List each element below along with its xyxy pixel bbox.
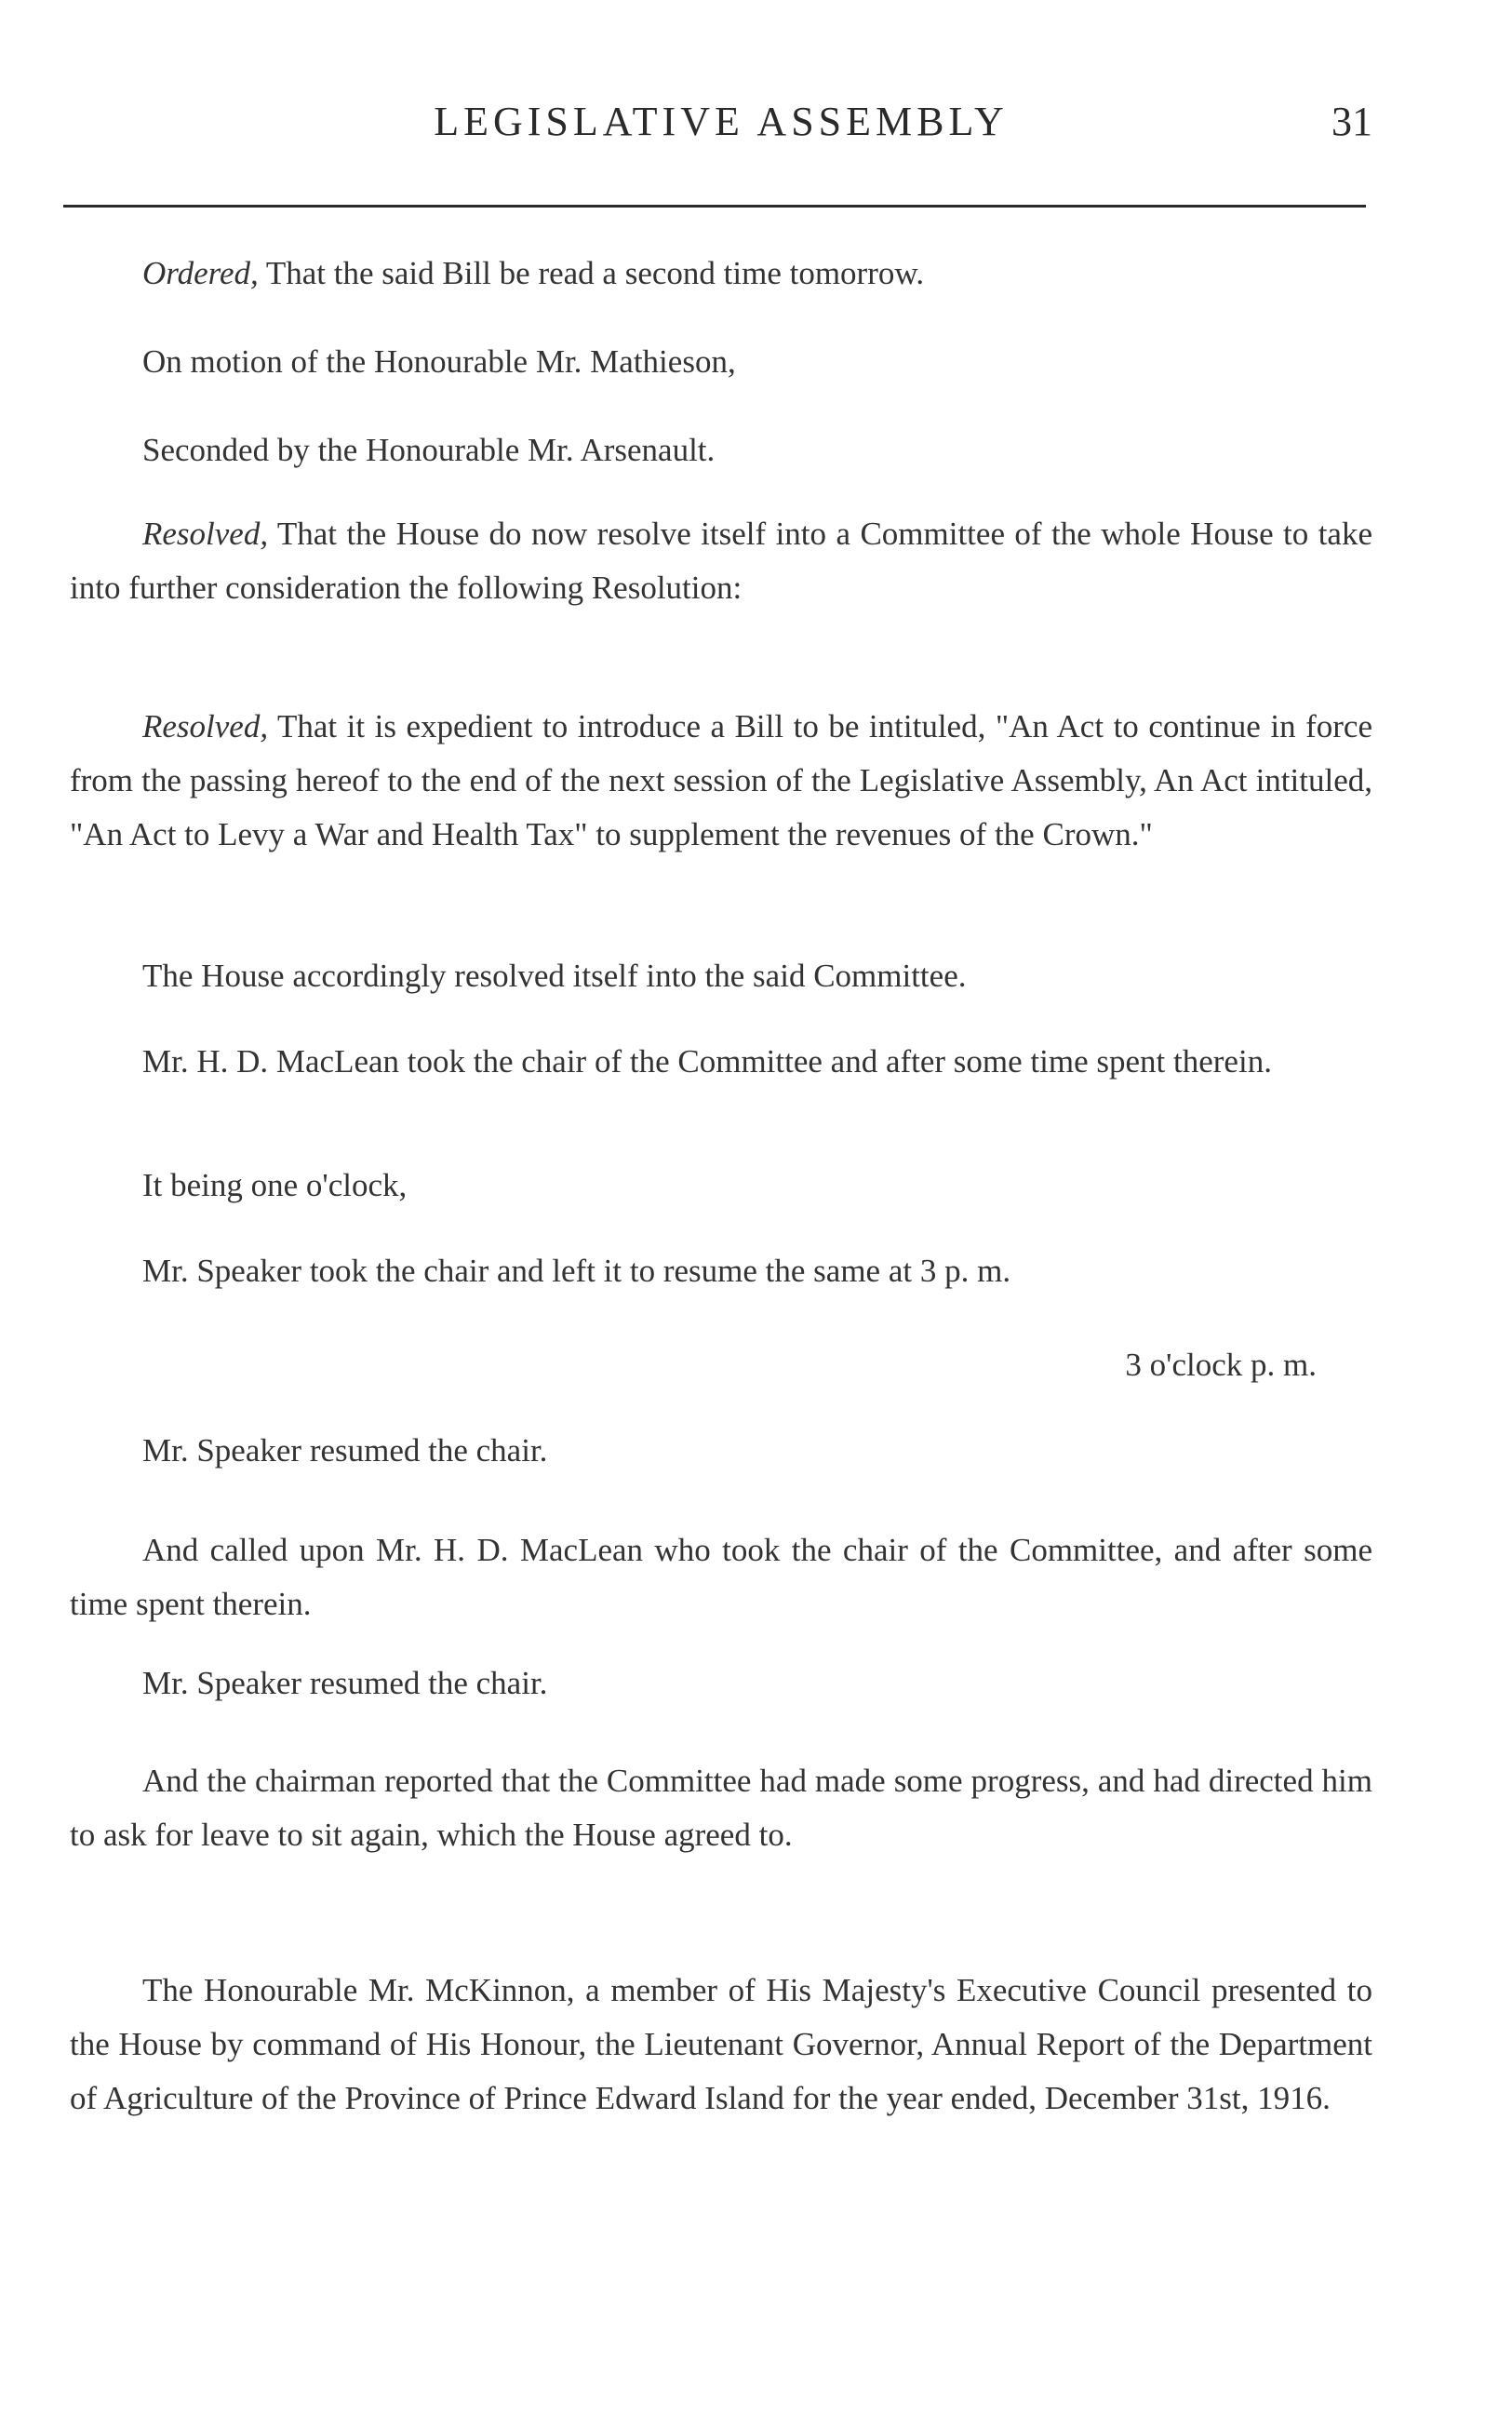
running-title: LEGISLATIVE ASSEMBLY xyxy=(434,99,1009,144)
paragraph-lead: Resolved, xyxy=(142,516,269,552)
paragraph-resolved-committee xyxy=(70,507,1372,615)
paragraph-text: On motion of the Honourable Mr. Mathieson, xyxy=(142,343,736,380)
paragraph-text: 3 o'clock p. m. xyxy=(1125,1347,1317,1383)
paragraph-text: That the said Bill be read a second time tomorrow. xyxy=(258,255,925,291)
paragraph-text: That it is expedient to introduce a Bill to be intituled, "An Act to continue in force from the passing hereof to the end of the next session of the Legislative Assembly, An Act intituled, "An Act to Levy a War and Health Tax" to supplement the revenues of the Crown." xyxy=(70,708,1372,852)
paragraph-called-upon xyxy=(70,1523,1372,1631)
paragraph-house-resolved xyxy=(70,949,1372,1003)
paragraph-text: And the chairman reported that the Committee had made some progress, and had directed him to ask for leave to sit again, which the House agreed to. xyxy=(70,1763,1372,1853)
paragraph-chairman-reported xyxy=(70,1754,1372,1862)
paragraph-text: Mr. Speaker resumed the chair. xyxy=(142,1432,548,1469)
paragraph-ordered xyxy=(70,247,1372,301)
paragraph-motion xyxy=(70,335,1372,389)
paragraph-one-oclock xyxy=(70,1159,1372,1213)
paragraph-lead: Resolved, xyxy=(142,708,269,744)
paragraph-text: The Honourable Mr. McKinnon, a member of His Majesty's Executive Council presented to the House by command of His Honour, the Lieutenant Governor, Annual Report of the Department of Agriculture of the Province of Prince Edward Island for the year ended, December 31st, 1916. xyxy=(70,1972,1372,2116)
paragraph-text: Seconded by the Honourable Mr. Arsenault. xyxy=(142,432,716,468)
page-number: 31 xyxy=(1331,99,1372,144)
paragraph-text: It being one o'clock, xyxy=(142,1167,408,1203)
paragraph-maclean-chair xyxy=(70,1035,1372,1089)
time-stamp xyxy=(70,1338,1372,1392)
header-rule xyxy=(63,205,1366,208)
paragraph-resolved-bill xyxy=(70,700,1372,862)
paragraph-text: That the House do now resolve itself into a Committee of the whole House to take into further consideration the following Resolution: xyxy=(70,516,1372,606)
paragraph-text: Mr. H. D. MacLean took the chair of the Committee and after some time spent therein. xyxy=(142,1043,1272,1080)
paragraph-speaker-resumed-2 xyxy=(70,1657,1372,1710)
paragraph-text: Mr. Speaker resumed the chair. xyxy=(142,1665,548,1701)
paragraph-text: And called upon Mr. H. D. MacLean who took the chair of the Committee, and after some time spent therein. xyxy=(70,1532,1372,1622)
paragraph-mckinnon-report xyxy=(70,1964,1372,2126)
paragraph-lead: Ordered, xyxy=(142,255,259,291)
paragraph-speaker-left xyxy=(70,1244,1372,1298)
paragraph-text: The House accordingly resolved itself into the said Committee. xyxy=(142,958,967,994)
paragraph-seconded xyxy=(70,423,1372,477)
paragraph-text: Mr. Speaker took the chair and left it to resume the same at 3 p. m. xyxy=(142,1253,1011,1289)
paragraph-speaker-resumed-1 xyxy=(70,1424,1372,1478)
running-header xyxy=(70,98,1372,154)
